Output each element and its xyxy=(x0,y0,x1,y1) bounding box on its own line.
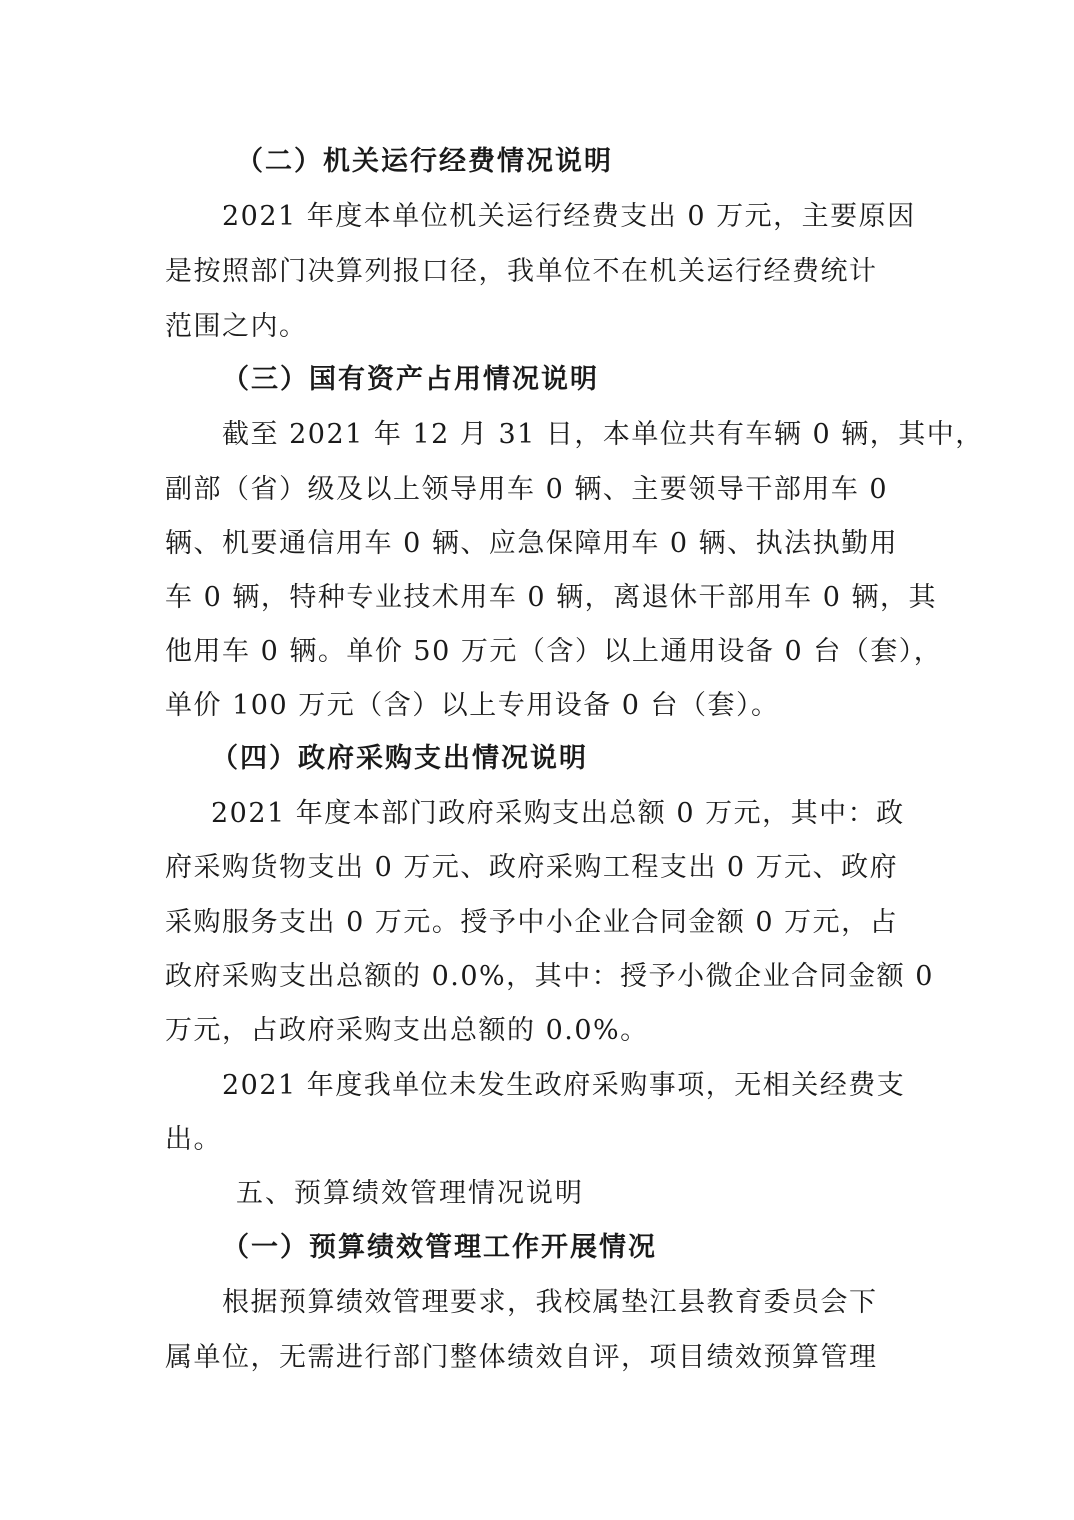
paragraph-line: 根据预算绩效管理要求，我校属垫江县教育委员会下 xyxy=(222,1287,878,1318)
section-heading-operating-expenses: （二）机关运行经费情况说明 xyxy=(236,146,613,177)
section-heading-state-assets: （三）国有资产占用情况说明 xyxy=(222,364,599,395)
paragraph-line: 截至 2021 年 12 月 31 日，本单位共有车辆 0 辆，其中， xyxy=(222,419,984,450)
paragraph-line: 单价 100 万元（含）以上专用设备 0 台（套）。 xyxy=(165,690,780,721)
paragraph-line: 2021 年度我单位未发生政府采购事项，无相关经费支 xyxy=(222,1070,906,1101)
paragraph-line: 2021 年度本部门政府采购支出总额 0 万元，其中：政 xyxy=(211,798,905,829)
paragraph-line: 政府采购支出总额的 0.0%，其中：授予小微企业合同金额 0 xyxy=(165,961,934,992)
section-heading-performance-work: （一）预算绩效管理工作开展情况 xyxy=(222,1232,657,1263)
paragraph-line: 范围之内。 xyxy=(165,311,308,342)
paragraph-line: 辆、机要通信用车 0 辆、应急保障用车 0 辆、执法执勤用 xyxy=(165,528,899,559)
paragraph-line: 车 0 辆，特种专业技术用车 0 辆，离退休干部用车 0 辆，其 xyxy=(165,582,938,613)
paragraph-line: 万元，占政府采购支出总额的 0.0%。 xyxy=(165,1015,649,1046)
paragraph-line: 采购服务支出 0 万元。授予中小企业合同金额 0 万元，占 xyxy=(165,907,899,938)
paragraph-line: 府采购货物支出 0 万元、政府采购工程支出 0 万元、政府 xyxy=(165,852,899,883)
paragraph-line: 出。 xyxy=(165,1124,222,1155)
paragraph-line: 属单位，无需进行部门整体绩效自评，项目绩效预算管理 xyxy=(165,1342,878,1373)
chapter-heading-budget-performance: 五、预算绩效管理情况说明 xyxy=(236,1178,584,1209)
paragraph-line: 是按照部门决算列报口径，我单位不在机关运行经费统计 xyxy=(165,256,878,287)
paragraph-line: 2021 年度本单位机关运行经费支出 0 万元，主要原因 xyxy=(222,201,916,232)
paragraph-line: 副部（省）级及以上领导用车 0 辆、主要领导干部用车 0 xyxy=(165,474,889,505)
paragraph-line: 他用车 0 辆。单价 50 万元（含）以上通用设备 0 台（套）， xyxy=(165,636,943,667)
section-heading-government-procurement: （四）政府采购支出情况说明 xyxy=(211,743,588,774)
